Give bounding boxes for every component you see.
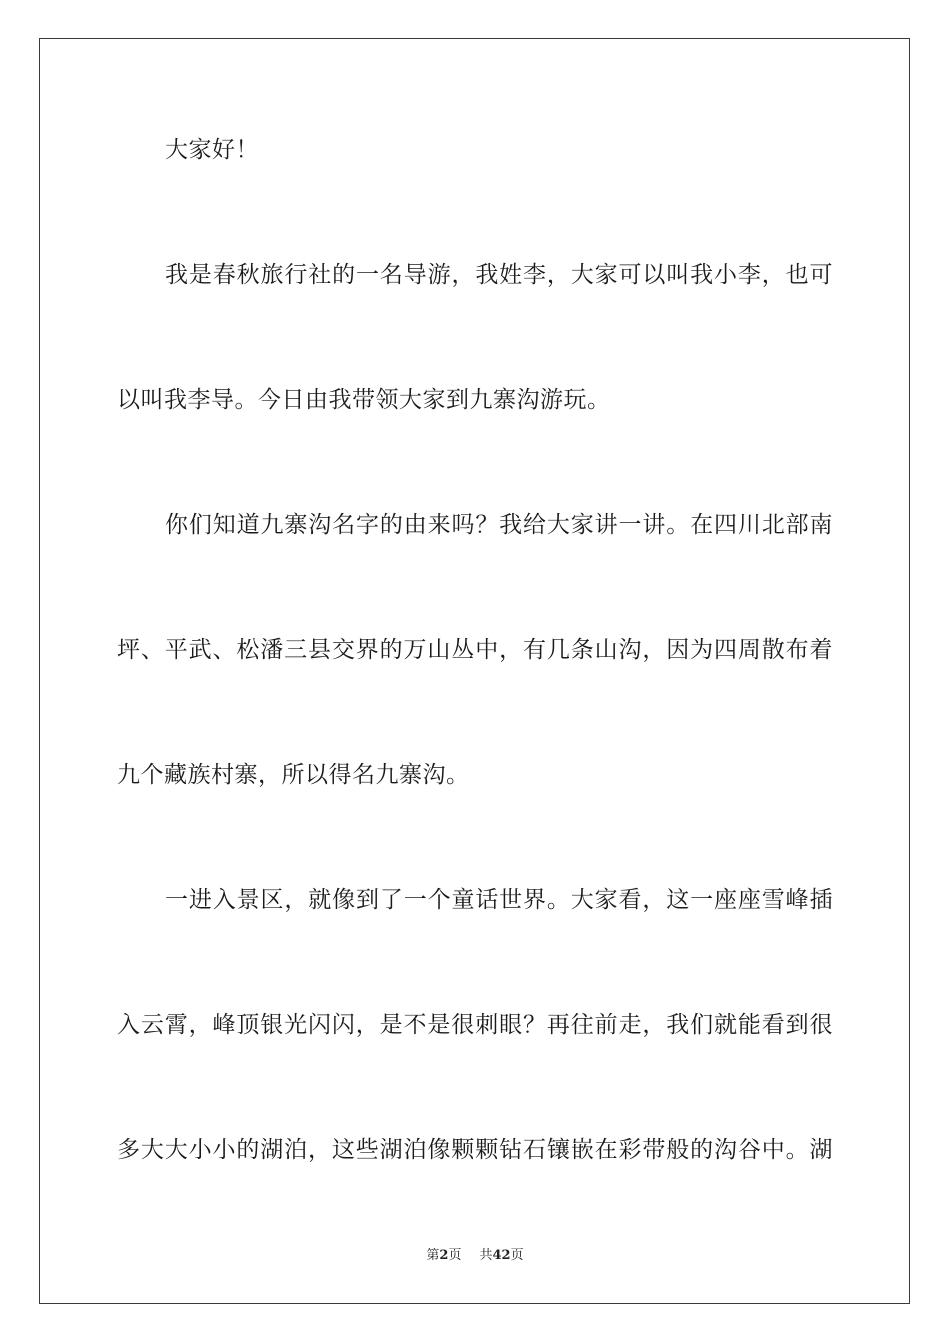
paragraph-intro-line-1: 我是春秋旅行社的一名导游，我姓李，大家可以叫我小李，也可 bbox=[165, 262, 833, 288]
paragraph-origin-line-3: 九个藏族村寨，所以得名九寨沟。 bbox=[117, 762, 470, 788]
paragraph-origin-line-2: 坪、平武、松潘三县交界的万山丛中，有几条山沟，因为四周散布着 bbox=[117, 637, 833, 663]
page-border bbox=[39, 38, 910, 1304]
footer-page-prefix: 第 bbox=[426, 1248, 440, 1263]
paragraph-origin-line-1: 你们知道九寨沟名字的由来吗？我给大家讲一讲。在四川北部南 bbox=[165, 512, 833, 538]
footer-total-suffix: 页 bbox=[510, 1248, 524, 1263]
page-footer bbox=[0, 1247, 950, 1265]
paragraph-intro-line-2: 以叫我李导。今日由我带领大家到九寨沟游玩。 bbox=[117, 387, 611, 413]
footer-total-pages: 42 bbox=[492, 1248, 511, 1263]
paragraph-greeting: 大家好！ bbox=[165, 137, 259, 163]
footer-total-prefix: 共 bbox=[479, 1248, 493, 1263]
paragraph-scenery-line-1: 一进入景区，就像到了一个童话世界。大家看，这一座座雪峰插 bbox=[165, 887, 833, 913]
footer-page-number: 2 bbox=[439, 1248, 449, 1263]
paragraph-scenery-line-3: 多大大小小的湖泊，这些湖泊像颗颗钻石镶嵌在彩带般的沟谷中。湖 bbox=[117, 1137, 833, 1163]
paragraph-scenery-line-2: 入云霄，峰顶银光闪闪，是不是很刺眼？再往前走，我们就能看到很 bbox=[117, 1012, 833, 1038]
footer-page-suffix: 页 bbox=[448, 1248, 462, 1263]
